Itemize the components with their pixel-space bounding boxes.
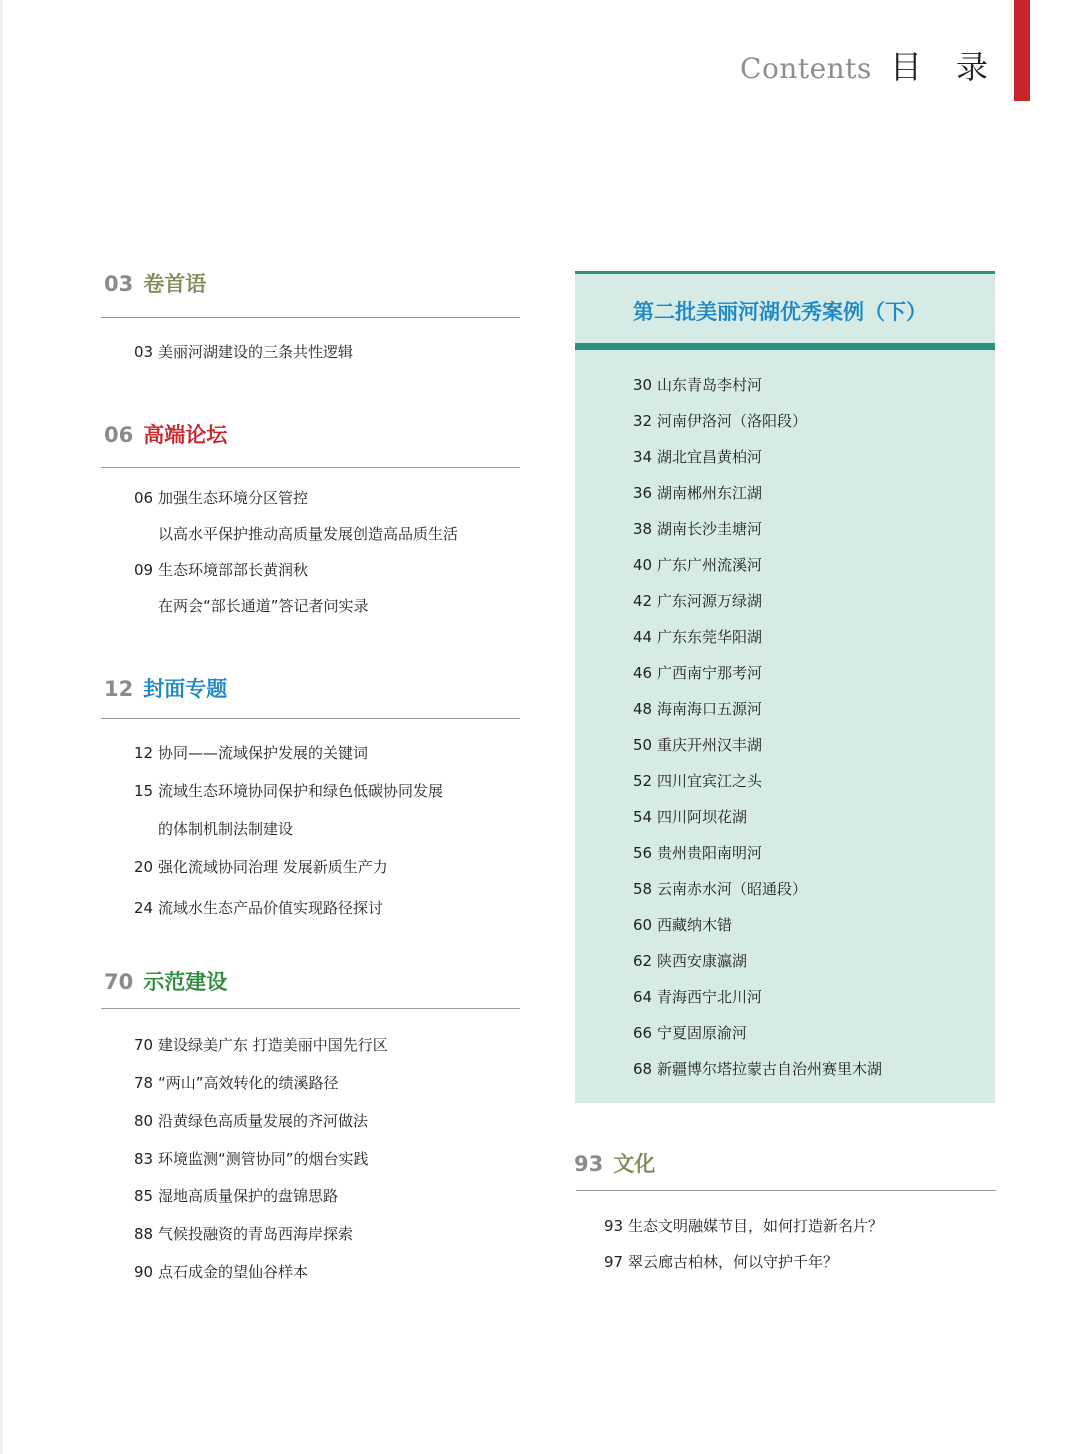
entry-page: 46: [633, 664, 653, 682]
section-heading: [574, 1148, 655, 1178]
entry-title: 青海西宁北川河: [657, 988, 763, 1006]
entry-page: 42: [633, 592, 653, 610]
entry-title: 云南赤水河（昭通段）: [657, 880, 808, 898]
toc-entry[interactable]: [134, 780, 443, 801]
entry-title: 美丽河湖建设的三条共性逻辑: [158, 343, 354, 361]
section-heading: [104, 268, 206, 298]
section-title: 卷首语: [143, 272, 207, 296]
section-number: 06: [104, 423, 134, 447]
panel-entry[interactable]: [633, 626, 762, 647]
panel-entry[interactable]: [633, 806, 747, 827]
contents-title-en: Contents: [740, 52, 872, 85]
entry-subtitle: 的体制机制法制建设: [158, 820, 294, 838]
panel-entry[interactable]: [633, 734, 762, 755]
section-title: 高端论坛: [143, 423, 228, 447]
section-title: 示范建设: [143, 970, 228, 994]
panel-entry[interactable]: [633, 410, 807, 431]
section-divider: [101, 718, 520, 719]
entry-title: 流域水生态产品价值实现路径探讨: [158, 899, 384, 917]
entry-title: 湖南郴州东江湖: [657, 484, 763, 502]
entry-title: 流域生态环境协同保护和绿色低碳协同发展: [158, 782, 444, 800]
panel-entry[interactable]: [633, 842, 762, 863]
entry-page: 54: [633, 808, 653, 826]
entry-page: 97: [604, 1253, 624, 1271]
section-heading: [104, 966, 227, 996]
toc-entry[interactable]: [134, 1072, 339, 1093]
toc-entry[interactable]: [134, 1185, 338, 1206]
entry-subtitle: 以高水平保护推动高质量发展创造高品质生活: [158, 525, 459, 543]
toc-entry[interactable]: [134, 341, 353, 362]
section-divider: [576, 1190, 996, 1191]
toc-entry[interactable]: [134, 742, 368, 763]
entry-title: 强化流域协同治理 发展新质生产力: [158, 858, 388, 876]
entry-title: 气候投融资的青岛西海岸探索: [158, 1225, 354, 1243]
panel-entry[interactable]: [633, 950, 747, 971]
entry-title: 广东河源万绿湖: [657, 592, 763, 610]
panel-entry[interactable]: [633, 446, 762, 467]
entry-title: 山东青岛李村河: [657, 376, 763, 394]
panel-divider: [575, 343, 995, 350]
entry-page: 30: [633, 376, 653, 394]
entry-page: 90: [134, 1263, 154, 1281]
panel-entry[interactable]: [633, 770, 762, 791]
panel-top-line: [575, 271, 995, 274]
entry-title: 建设绿美广东 打造美丽中国先行区: [158, 1036, 388, 1054]
toc-entry[interactable]: [134, 1110, 368, 1131]
entry-title: “两山”高效转化的绩溪路径: [158, 1074, 339, 1092]
entry-title: 四川宜宾江之头: [657, 772, 763, 790]
panel-entry[interactable]: [633, 554, 762, 575]
entry-title: 河南伊洛河（洛阳段）: [657, 412, 808, 430]
entry-page: 60: [633, 916, 653, 934]
entry-page: 68: [633, 1060, 653, 1078]
toc-entry[interactable]: [134, 1034, 388, 1055]
entry-page: 62: [633, 952, 653, 970]
toc-entry[interactable]: [134, 897, 383, 918]
entry-page: 15: [134, 782, 154, 800]
panel-entry[interactable]: [633, 698, 762, 719]
entry-title: 环境监测“测管协同”的烟台实践: [158, 1150, 369, 1168]
page-header: [740, 42, 1000, 88]
entry-title: 重庆开州汉丰湖: [657, 736, 763, 754]
panel-entry[interactable]: [633, 986, 762, 1007]
entry-title: 海南海口五源河: [657, 700, 763, 718]
entry-title: 广西南宁那考河: [657, 664, 763, 682]
entry-title: 生态文明融媒节目，如何打造新名片？: [628, 1217, 884, 1235]
toc-entry[interactable]: [134, 1261, 308, 1282]
section-title: 文化: [613, 1152, 656, 1176]
toc-entry[interactable]: [604, 1215, 883, 1236]
entry-page: 03: [134, 343, 154, 361]
entry-page: 93: [604, 1217, 624, 1235]
section-number: 12: [104, 677, 134, 701]
entry-page: 80: [134, 1112, 154, 1130]
entry-page: 20: [134, 858, 154, 876]
entry-page: 24: [134, 899, 154, 917]
entry-page: 12: [134, 744, 154, 762]
entry-page: 58: [633, 880, 653, 898]
toc-entry[interactable]: [134, 1223, 353, 1244]
entry-page: 36: [633, 484, 653, 502]
entry-title: 广东东莞华阳湖: [657, 628, 763, 646]
panel-entry[interactable]: [633, 878, 807, 899]
panel-title: 第二批美丽河湖优秀案例（下）: [633, 300, 927, 324]
entry-page: 52: [633, 772, 653, 790]
entry-page: 48: [633, 700, 653, 718]
entry-page: 40: [633, 556, 653, 574]
feature-panel: [575, 271, 995, 1103]
entry-page: 38: [633, 520, 653, 538]
entry-title: 新疆博尔塔拉蒙古自治州赛里木湖: [657, 1060, 883, 1078]
section-number: 93: [574, 1152, 604, 1176]
panel-entry[interactable]: [633, 518, 762, 539]
toc-entry[interactable]: [604, 1251, 838, 1272]
section-number: 03: [104, 272, 134, 296]
entry-subtitle: 在两会“部长通道”答记者问实录: [158, 597, 369, 615]
entry-page: 85: [134, 1187, 154, 1205]
panel-entry[interactable]: [633, 590, 762, 611]
entry-title: 西藏纳木错: [657, 916, 733, 934]
toc-entry[interactable]: [134, 559, 308, 580]
panel-entry[interactable]: [633, 482, 762, 503]
panel-entry[interactable]: [633, 662, 762, 683]
section-number: 70: [104, 970, 134, 994]
entry-title: 翠云廊古柏林，何以守护千年？: [628, 1253, 839, 1271]
entry-title: 湖南长沙圭塘河: [657, 520, 763, 538]
page-edge: [0, 0, 3, 1454]
toc-entry[interactable]: [134, 1148, 369, 1169]
entry-title: 陕西安康瀛湖: [657, 952, 748, 970]
contents-title-cn: 目 录: [889, 48, 1000, 86]
toc-entry[interactable]: [134, 487, 308, 508]
entry-page: 78: [134, 1074, 154, 1092]
entry-page: 44: [633, 628, 653, 646]
entry-title: 加强生态环境分区管控: [158, 489, 309, 507]
section-heading: [104, 673, 227, 703]
entry-page: 06: [134, 489, 154, 507]
entry-page: 09: [134, 561, 154, 579]
section-divider: [101, 467, 520, 468]
red-accent-bar: [1014, 0, 1030, 101]
entry-title: 宁夏固原渝河: [657, 1024, 748, 1042]
panel-entry[interactable]: [633, 1058, 882, 1079]
entry-title: 点石成金的望仙谷样本: [158, 1263, 309, 1281]
entry-title: 四川阿坝花湖: [657, 808, 748, 826]
entry-page: 66: [633, 1024, 653, 1042]
section-divider: [101, 1008, 520, 1009]
entry-page: 64: [633, 988, 653, 1006]
entry-page: 88: [134, 1225, 154, 1243]
entry-title: 生态环境部部长黄润秋: [158, 561, 309, 579]
panel-entry[interactable]: [633, 1022, 747, 1043]
entry-page: 56: [633, 844, 653, 862]
entry-title: 湖北宜昌黄柏河: [657, 448, 763, 466]
entry-page: 83: [134, 1150, 154, 1168]
entry-title: 湿地高质量保护的盘锦思路: [158, 1187, 339, 1205]
section-heading: [104, 419, 227, 449]
panel-entry[interactable]: [633, 914, 732, 935]
entry-title: 协同——流域保护发展的关键词: [158, 744, 369, 762]
entry-page: 32: [633, 412, 653, 430]
entry-page: 50: [633, 736, 653, 754]
section-divider: [101, 317, 520, 318]
section-title: 封面专题: [143, 677, 228, 701]
entry-title: 广东广州流溪河: [657, 556, 763, 574]
panel-entry[interactable]: [633, 374, 762, 395]
entry-title: 贵州贵阳南明河: [657, 844, 763, 862]
entry-title: 沿黄绿色高质量发展的齐河做法: [158, 1112, 369, 1130]
entry-page: 34: [633, 448, 653, 466]
toc-entry[interactable]: [134, 856, 388, 877]
entry-page: 70: [134, 1036, 154, 1054]
